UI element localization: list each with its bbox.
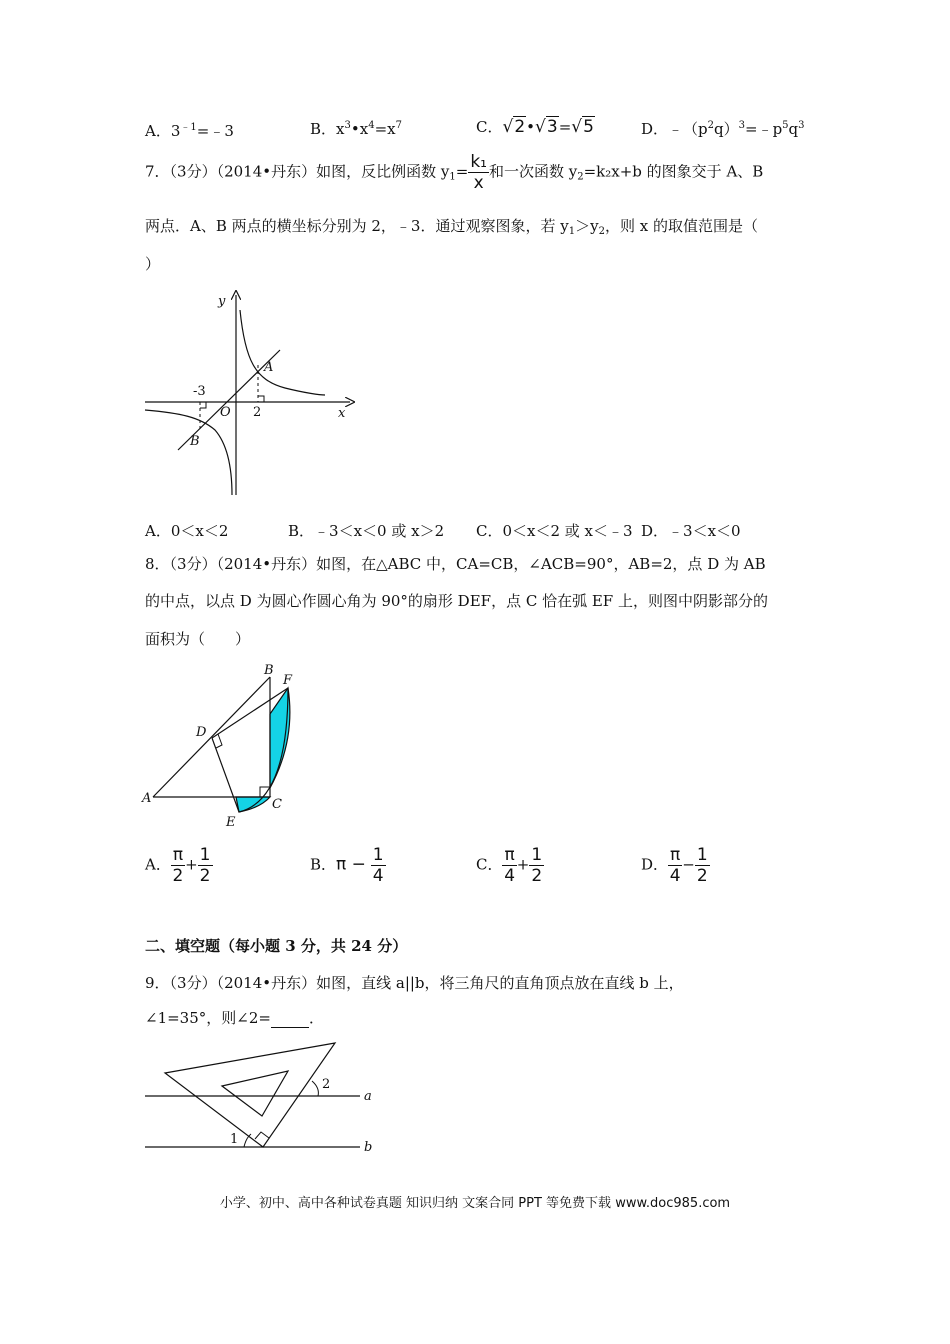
segment-ab	[153, 677, 270, 797]
q6-option-b: B．$x^3•x^4=x^7$	[310, 120, 402, 138]
q9-stem-line1: 9．（3分）（2014•丹东）如图，直线 a||b，将三角尺的直角顶点放在直线 b 上，	[145, 974, 684, 992]
triangle-outer	[165, 1043, 335, 1147]
point-a-label: A	[264, 360, 274, 375]
q7-stem-line1: 7．（3分）（2014•丹东）如图，反比例函数 $y_1=$ $\frac{\text{k₁}}{x}$ 和一次函数 $y_2=k_2x+b$ 的图象交于 A、B	[145, 152, 764, 193]
origin-label: O	[220, 405, 231, 420]
hyperbola-branch-left	[145, 410, 232, 495]
shaded-region-lower	[236, 797, 270, 812]
label-e: E	[226, 815, 236, 830]
answer-blank	[271, 1009, 309, 1028]
q7-stem-line2: 两点．A、B 两点的横坐标分别为 2，﹣3．通过观察图象，若 $y_1>y_2$，则 x 的取值范围是（	[145, 217, 758, 237]
label-f: F	[283, 673, 293, 688]
segment-de	[212, 738, 239, 812]
tick-label-2: 2	[253, 405, 262, 420]
q8-stem-line1: 8．（3分）（2014•丹东）如图，在△ABC 中，CA=CB，∠ACB=90°，AB=2，点 D 为 AB	[145, 555, 766, 573]
q7-option-b: B．﹣3＜x＜0 或 x＞2	[288, 522, 445, 540]
angle-2-label: 2	[322, 1077, 331, 1092]
q8-option-b: B．π − $\frac{1}{4}$	[310, 845, 384, 886]
q6-option-a: A．$3^{﹣1}=﹣3$	[145, 122, 234, 140]
point-b-label: B	[190, 434, 200, 449]
page-footer: 小学、初中、高中各种试卷真题 知识归纳 文案合同 PPT 等免费下载 www.doc985.com	[219, 1196, 731, 1211]
label-c: C	[272, 797, 282, 812]
triangle-inner	[222, 1071, 288, 1116]
q8-option-a: A． $\frac{\pi}{2}$ + $\frac{1}{2}$	[145, 845, 211, 886]
q8-option-d: D． $\frac{\pi}{4}$ − $\frac{1}{2}$	[641, 845, 708, 886]
q7-fraction: $\frac{\text{k₁}}{x}$	[470, 152, 487, 193]
label-a: A	[142, 791, 152, 806]
q7-option-c: C．0＜x＜2 或 x＜﹣3	[476, 522, 633, 540]
line-b-label: b	[364, 1140, 373, 1155]
y-axis-label: y	[218, 294, 226, 309]
q9-triangle-ruler-figure	[140, 1040, 390, 1165]
angle-1-label: 1	[230, 1132, 239, 1147]
q6-option-d: D．$﹣(p^2q)^3=﹣p^5q^3$	[641, 120, 805, 138]
shaded-region-upper	[270, 688, 290, 788]
q7-function-graph	[140, 285, 360, 500]
q8-sector-figure	[138, 660, 308, 830]
label-d: D	[196, 725, 207, 740]
section-heading: 二、填空题（每小题 3 分，共 24 分）	[145, 937, 408, 955]
line-a-label: a	[364, 1089, 372, 1104]
hyperbola-branch-right	[240, 310, 325, 395]
q9-stem-line2: ∠1=35°，则∠2= ．	[145, 1009, 324, 1027]
q8-stem-line2: 的中点，以点 D 为圆心作圆心角为 90°的扇形 DEF，点 C 恰在弧 EF 上，则图中阴影部分的	[145, 592, 768, 610]
q6-option-c: C．√2•√3=√5	[476, 117, 594, 137]
x-axis-label: x	[338, 406, 346, 421]
q7-stem-line3: ）	[145, 255, 161, 273]
q8-option-c: C． $\frac{\pi}{4}$ + $\frac{1}{2}$	[476, 845, 543, 886]
label-b: B	[264, 663, 274, 678]
q7-option-a: A．0＜x＜2	[145, 522, 229, 540]
q8-stem-line3: 面积为（ ）	[145, 630, 251, 648]
q7-option-d: D．﹣3＜x＜0	[641, 522, 741, 540]
tick-label-neg3: -3	[193, 384, 206, 399]
